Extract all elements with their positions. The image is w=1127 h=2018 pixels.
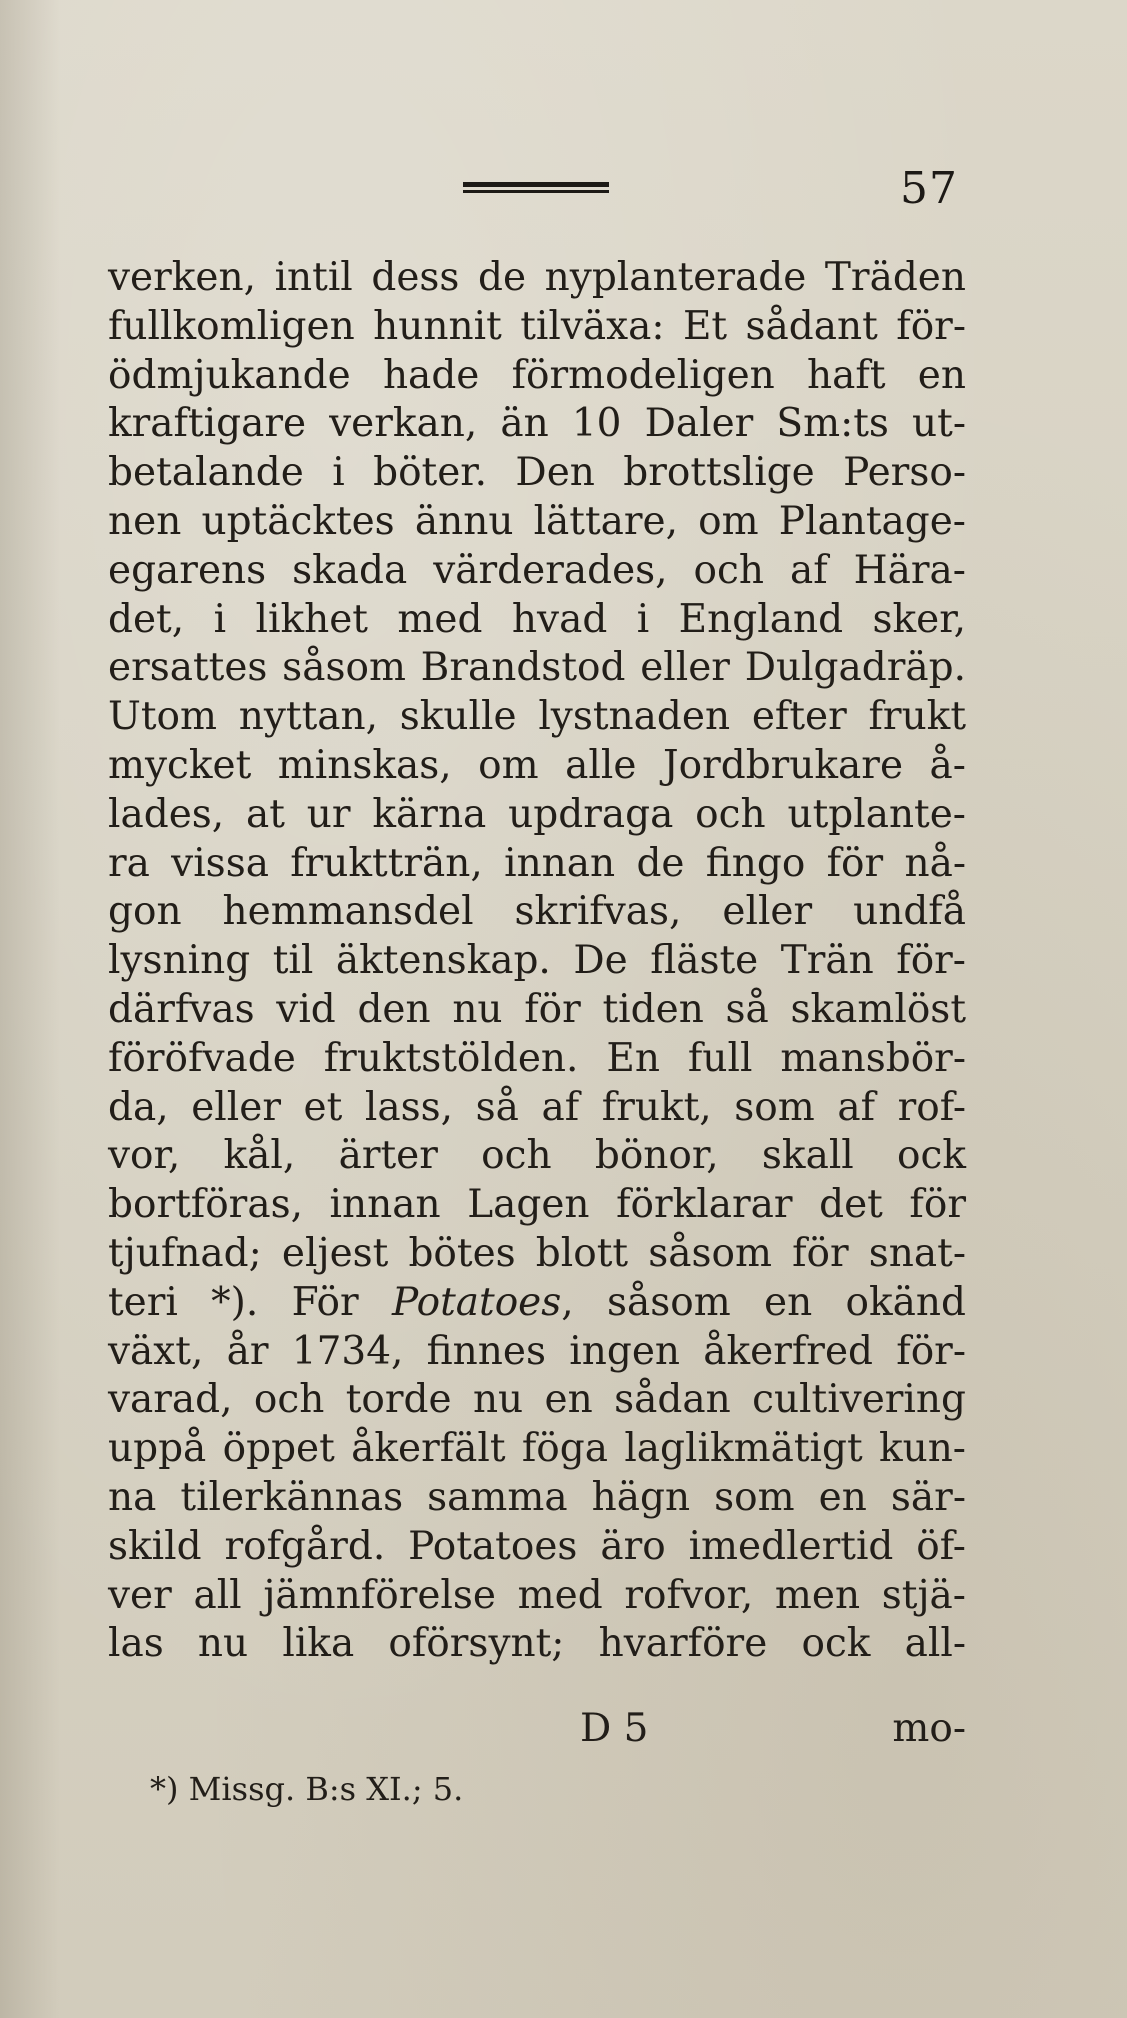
line-suffix: , såsom en okänd bbox=[561, 1279, 966, 1325]
signature-mark: D 5 bbox=[580, 1706, 649, 1751]
signature-line bbox=[108, 1706, 966, 1754]
text-line: växt, år 1734, finnes ingen åkerfred för- bbox=[108, 1328, 966, 1374]
text-line: vor, kål, ärter och bönor, skall ock bbox=[108, 1133, 966, 1179]
text-line: fullkomligen hunnit tilväxa: Et sådant för- bbox=[108, 303, 966, 349]
text-line: nen uptäcktes ännu lättare, om Plantage- bbox=[108, 498, 966, 544]
page-edge-shadow bbox=[0, 0, 60, 2018]
text-line: tjufnad; eljest bötes blott såsom för snat- bbox=[108, 1230, 966, 1276]
text-line: skild rofgård. Potatoes äro imedlertid öf- bbox=[108, 1523, 966, 1569]
text-line: ver all jämnförelse med rofvor, men stjä- bbox=[108, 1572, 966, 1618]
page-number: 57 bbox=[900, 163, 958, 214]
text-line: varad, och torde nu en sådan cultivering bbox=[108, 1377, 966, 1423]
text-line: lysning til äktenskap. De fläste Trän för- bbox=[108, 938, 966, 984]
text-line: ödmjukande hade förmodeligen haft en bbox=[108, 352, 966, 398]
text-line: ersattes såsom Brandstod eller Dulgadräp. bbox=[108, 645, 966, 691]
text-line: bortföras, innan Lagen förklarar det för bbox=[108, 1182, 966, 1228]
header-rule-thin bbox=[463, 190, 609, 193]
header-rule-thick bbox=[463, 182, 609, 187]
text-line: föröfvade fruktstölden. En full mansbör- bbox=[108, 1035, 966, 1081]
text-line: uppå öppet åkerfält föga laglikmätigt kun- bbox=[108, 1426, 966, 1472]
text-line: verken, intil dess de nyplanterade Träden bbox=[108, 255, 966, 300]
text-line: las nu lika oförsynt; hvarföre ock all- bbox=[108, 1621, 966, 1667]
text-line: betalande i böter. Den brottslige Perso- bbox=[108, 450, 966, 496]
line-prefix: teri *). För bbox=[108, 1279, 392, 1325]
text-line-with-italic bbox=[108, 1279, 966, 1328]
text-line: da, eller et lass, så af frukt, som af rof- bbox=[108, 1084, 966, 1130]
text-line: därfvas vid den nu för tiden så skamlöst bbox=[108, 986, 966, 1032]
text-line: egarens skada värderades, och af Härа- bbox=[108, 547, 966, 593]
body-text bbox=[108, 254, 966, 1669]
footnote: *) Missg. B:s XI.; 5. bbox=[150, 1770, 464, 1808]
header-double-rule bbox=[463, 182, 609, 196]
text-line: ra vissa fruktträn, innan de fingo för nå- bbox=[108, 840, 966, 886]
text-line: lades, at ur kärna updraga och utplante- bbox=[108, 791, 966, 837]
text-line: mycket minskas, om alle Jordbrukare å- bbox=[108, 742, 966, 788]
text-line: kraftigare verkan, än 10 Daler Sm:ts ut- bbox=[108, 401, 966, 447]
catchword: mo- bbox=[892, 1706, 966, 1751]
text-line: na tilerkännas samma hägn som en sär- bbox=[108, 1474, 966, 1520]
italic-term: Potatoes bbox=[391, 1279, 562, 1325]
text-line: Utom nyttan, skulle lystnaden efter frukt bbox=[108, 694, 966, 740]
text-line: det, i likhet med hvad i England sker, bbox=[108, 596, 966, 642]
text-line: gon hemmansdel skrifvas, eller undfå bbox=[108, 889, 966, 935]
